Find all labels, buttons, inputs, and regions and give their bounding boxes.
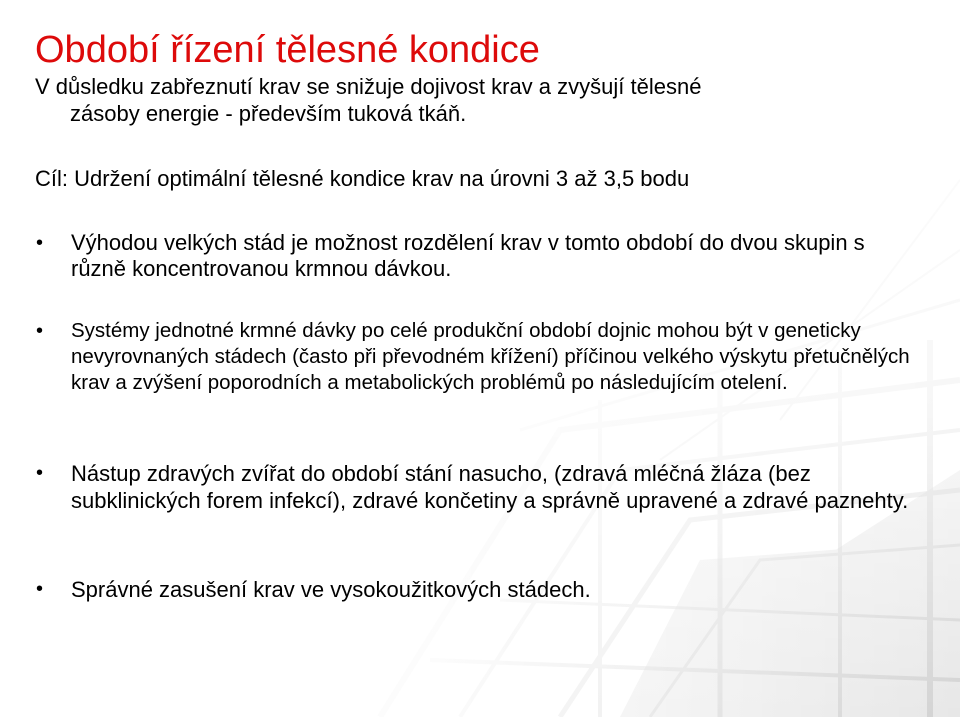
bullet-marker: • (36, 232, 44, 254)
bullet-item (36, 318, 916, 396)
bullet-marker: • (36, 578, 44, 600)
intro-line-2: zásoby energie - především tuková tkáň. (70, 101, 467, 126)
bullet-item (36, 576, 916, 603)
bullet-text: Výhodou velkých stád je možnost rozdělení krav v tomto období do dvou skupin s různě koncentrovanou krmnou dávkou. (71, 230, 865, 281)
intro-paragraph (35, 73, 895, 127)
bullet-text: Nástup zdravých zvířat do období stání nasucho, (zdravá mléčná žláza (bez subklinických forem infekcí), zdravé končetiny a správně upravené a zdravé paznehty. (71, 461, 909, 513)
slide-title: Období řízení tělesné kondice (35, 29, 540, 71)
bullet-text: Systémy jednotné krmné dávky po celé produkční období dojnic mohou být v geneticky nevyrovnaných stádech (často při převodném křížení) příčinou velkého výskytu přetučnělých krav a zvýšení poporodních a metabolických problémů po následujícím otelení. (71, 319, 910, 394)
intro-line-1: V důsledku zabřeznutí krav se snižuje dojivost krav a zvyšují tělesné (35, 74, 702, 99)
bullet-text: Správné zasušení krav ve vysokoužitkových stádech. (71, 577, 591, 602)
bullet-item (36, 230, 916, 282)
bullet-marker: • (36, 462, 44, 484)
bullet-marker: • (36, 320, 44, 342)
bullet-item (36, 460, 916, 514)
goal-statement: Cíl: Udržení optimální tělesné kondice krav na úrovni 3 až 3,5 bodu (35, 166, 690, 191)
